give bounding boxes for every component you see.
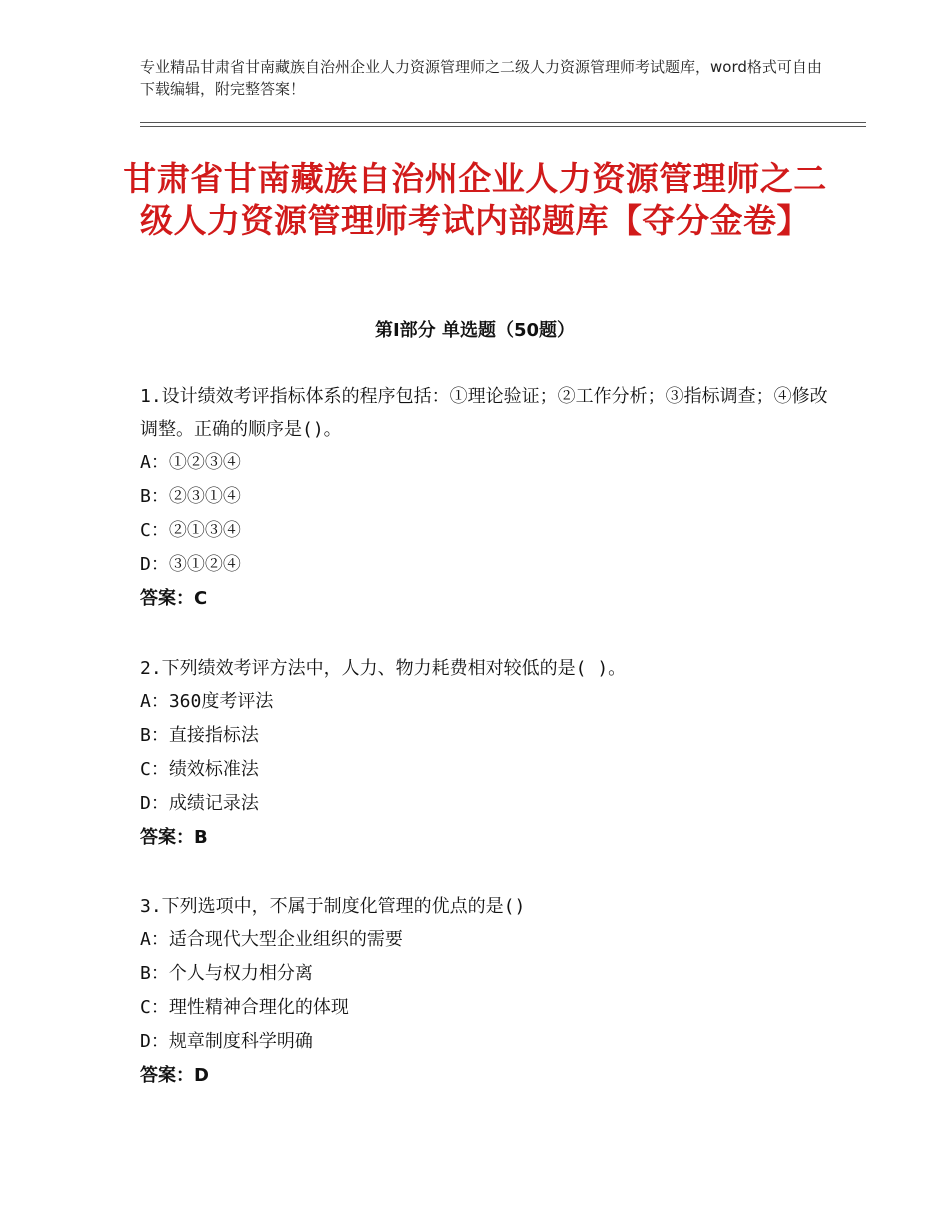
option-b: B：②③①④ — [140, 486, 241, 507]
option-b: B：个人与权力相分离 — [140, 963, 313, 984]
answer-label: 答案：C — [140, 588, 208, 609]
question-3 — [140, 890, 830, 1093]
header-note: 专业精品甘肃省甘南藏族自治州企业人力资源管理师之二级人力资源管理师考试题库，word格式可自由下载编辑，附完整答案！ — [140, 58, 822, 98]
option-b: B：直接指标法 — [140, 725, 259, 746]
header-rule-top — [140, 122, 866, 123]
document-title: 甘肃省甘南藏族自治州企业人力资源管理师之二级人力资源管理师考试内部题库【夺分金卷】 — [123, 159, 827, 240]
option-a: A：适合现代大型企业组织的需要 — [140, 929, 403, 950]
question-1 — [140, 380, 830, 616]
answer-label: 答案：D — [140, 1065, 209, 1086]
question-2 — [140, 652, 830, 855]
question-stem: 3.下列选项中，不属于制度化管理的优点的是() — [140, 896, 526, 917]
option-c: C：②①③④ — [140, 520, 241, 541]
option-d: D：成绩记录法 — [140, 793, 259, 814]
option-d: D：规章制度科学明确 — [140, 1031, 313, 1052]
option-a: A：360度考评法 — [140, 691, 274, 712]
section-title: 第Ⅰ部分 单选题（50题） — [374, 320, 575, 341]
answer-label: 答案：B — [140, 827, 208, 848]
question-stem: 2.下列绩效考评方法中，人力、物力耗费相对较低的是( )。 — [140, 658, 627, 679]
question-stem: 1.设计绩效考评指标体系的程序包括：①理论验证；②工作分析；③指标调查；④修改调整。正确的顺序是()。 — [140, 386, 828, 440]
option-d: D：③①②④ — [140, 554, 241, 575]
option-c: C：绩效标准法 — [140, 759, 259, 780]
header-rule-bottom — [140, 126, 866, 127]
option-a: A：①②③④ — [140, 452, 241, 473]
option-c: C：理性精神合理化的体现 — [140, 997, 349, 1018]
